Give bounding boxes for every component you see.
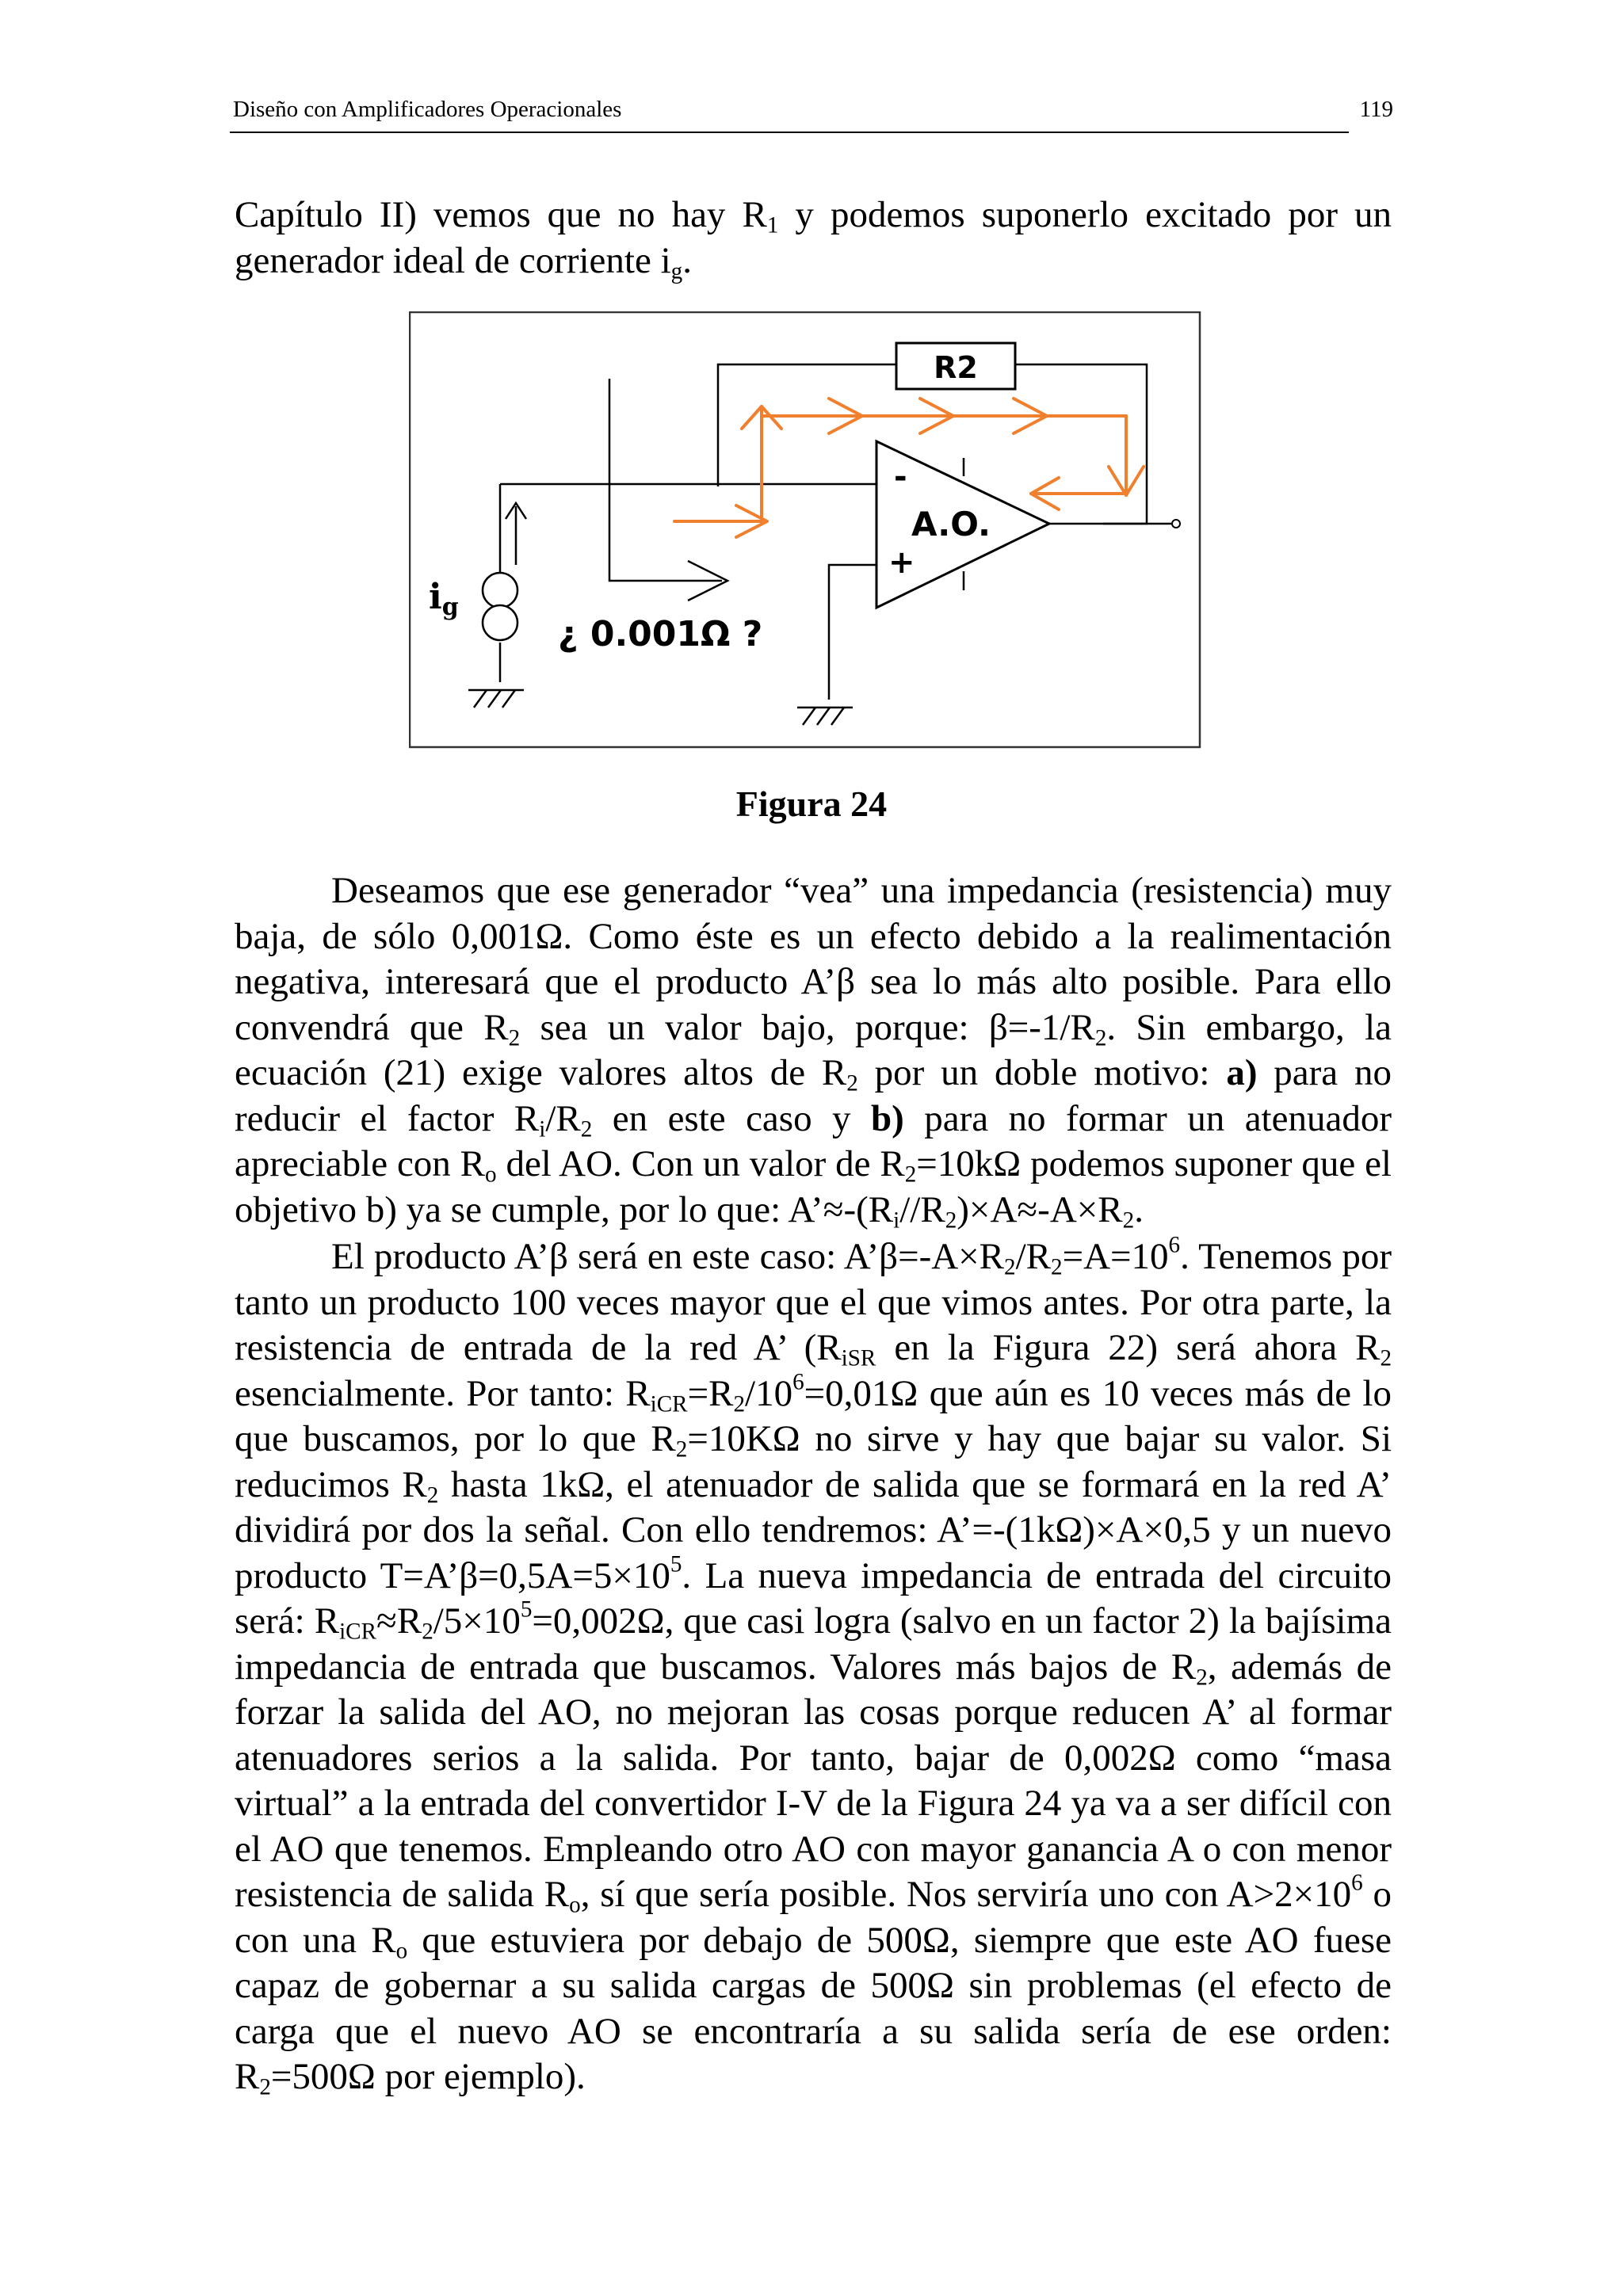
output-terminal <box>1172 520 1180 528</box>
paragraph-2: El producto A’β será en este caso: $A’\beta=-A\times R_2/R_2=A=10^6$. Tenemos por tanto un producto 100 veces mayor que el que vimos antes. Por otra parte, la resistencia de entrada de la red A’ ($R_{iSR}$ en la Figura 22) será ahora $R_2$ esencialmente. Por tanto: $R_{iCR}=R_2/10^6=0,01\Omega$ que aún es 10 veces más de lo que buscamos, por lo que $R_2=10K\Omega$ no sirve y hay que bajar su valor. Si reducimos $R_2$ hasta 1kΩ, el atenuador de salida que se formará en la red A’ dividirá por dos la señal. Con ello tendremos: A’=-(1kΩ)×A×0,5 y un nuevo producto $T=A’\beta=0,5A=5\times 10^5$. La nueva impedancia de entrada del circuito será: $R_{iCR}\approx R_2/5\times 10^5=0,002\Omega$, que casi logra (salvo en un factor 2) la bajísima impedancia de entrada que buscamos. Valores más bajos de $R_2$, además de forzar la salida del AO, no mejoran las cosas porque reducen A’ al formar atenuadores serios a la salida. Por tanto, bajar de 0,002Ω como “masa virtual” a la entrada del convertidor I-V de la Figura 24 ya va a ser difícil con el AO que tenemos. Empleando otro AO con mayor ganancia A o con menor resistencia de salida $R_o$, sí que sería posible. Nos serviría uno con $A>2\times 10^6$ o con una $R_o$ que estuviera por debajo de 500Ω, siempre que este AO fuese capaz de gobernar a su salida cargas de 500Ω sin problemas (el efecto de carga que el nuevo AO se encontraría a su salida sería de ese orden: $R_2=500\Omega$ por ejemplo). <box>235 1232 1392 2100</box>
header-rule <box>230 132 1349 133</box>
impedance-question-label: ¿ 0.001Ω ? <box>558 614 763 654</box>
opamp-noninverting-sign: + <box>888 544 915 581</box>
ground-symbol-opamp <box>797 707 853 725</box>
ground-symbol-source <box>468 690 524 707</box>
opamp-inverting-sign: - <box>894 459 907 495</box>
paragraph-1: Deseamos que ese generador “vea” una impedancia (resistencia) muy baja, de sólo 0,001Ω. Como éste es un efecto debido a la realimentación negativa, interesará que el producto A’β sea lo más alto posible. Para ello convendrá que $R_2$ sea un valor bajo, porque: $\beta=-1/R_2$. Sin embargo, la ecuación (21) exige valores altos de $R_2$ por un doble motivo: a) para no reducir el factor $R_i/R_2$ en este caso y b) para no formar un atenuador apreciable con $R_o$ del AO. Con un valor de $R_2=10k\Omega$ podemos suponer que el objetivo b) ya se cumple, por lo que: $A’\approx-(R_i//R_2)\times A\approx-A\times R_2$. <box>235 870 1392 1233</box>
opamp-label: A.O. <box>911 505 991 543</box>
current-source-symbol <box>483 573 517 640</box>
intro-paragraph: Capítulo II) vemos que no hay $R_1$ y podemos suponerlo excitado por un generador ideal de corriente $i_g$. <box>235 194 1392 284</box>
current-to-voltage-converter-schematic <box>409 311 1201 749</box>
running-header-title: Diseño con Amplificadores Operacionales <box>233 97 622 122</box>
source-label: ig <box>429 577 459 621</box>
figure-frame <box>410 312 1200 747</box>
r2-label: R2 <box>934 350 978 385</box>
figure-caption: Figura 24 <box>735 784 888 824</box>
circuit-figure <box>409 311 1201 749</box>
page-number: 119 <box>1359 97 1393 122</box>
